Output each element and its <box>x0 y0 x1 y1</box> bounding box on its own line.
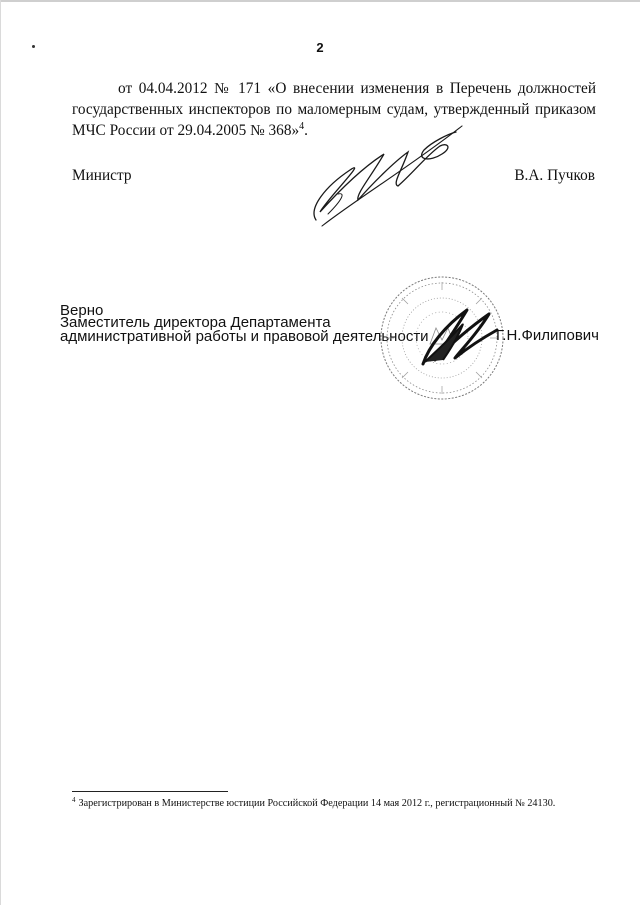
footnote-marker: 4 <box>72 795 76 804</box>
minister-title: Министр <box>72 167 132 184</box>
certified-label: Верно <box>60 302 104 319</box>
footnote-separator <box>72 791 228 792</box>
deputy-signature <box>405 300 505 370</box>
scan-left-edge <box>0 0 1 905</box>
deputy-title: Заместитель директора Департамента административной работы и правовой деятельности <box>60 314 429 345</box>
body-paragraph-text: от 04.04.2012 № 171 «О внесении изменения в Перечень должностей государственных инспекторов по маломерным судам, утвержденный приказом МЧС России от 29.04.2005 № 368» <box>72 80 596 140</box>
paragraph-end-period: . <box>304 122 308 140</box>
page-number: 2 <box>316 40 324 55</box>
footnote-reference: 4 <box>299 121 305 133</box>
minister-name: В.А. Пучков <box>514 167 595 184</box>
footnote-text: Зарегистрирован в Министерстве юстиции Российской Федерации 14 мая 2012 г., регистрационный № 24130. <box>78 798 556 809</box>
deputy-name: Г.Н.Филипович <box>496 327 600 344</box>
footnote <box>72 795 556 809</box>
minister-signature <box>298 108 468 228</box>
scan-top-edge <box>0 0 640 2</box>
